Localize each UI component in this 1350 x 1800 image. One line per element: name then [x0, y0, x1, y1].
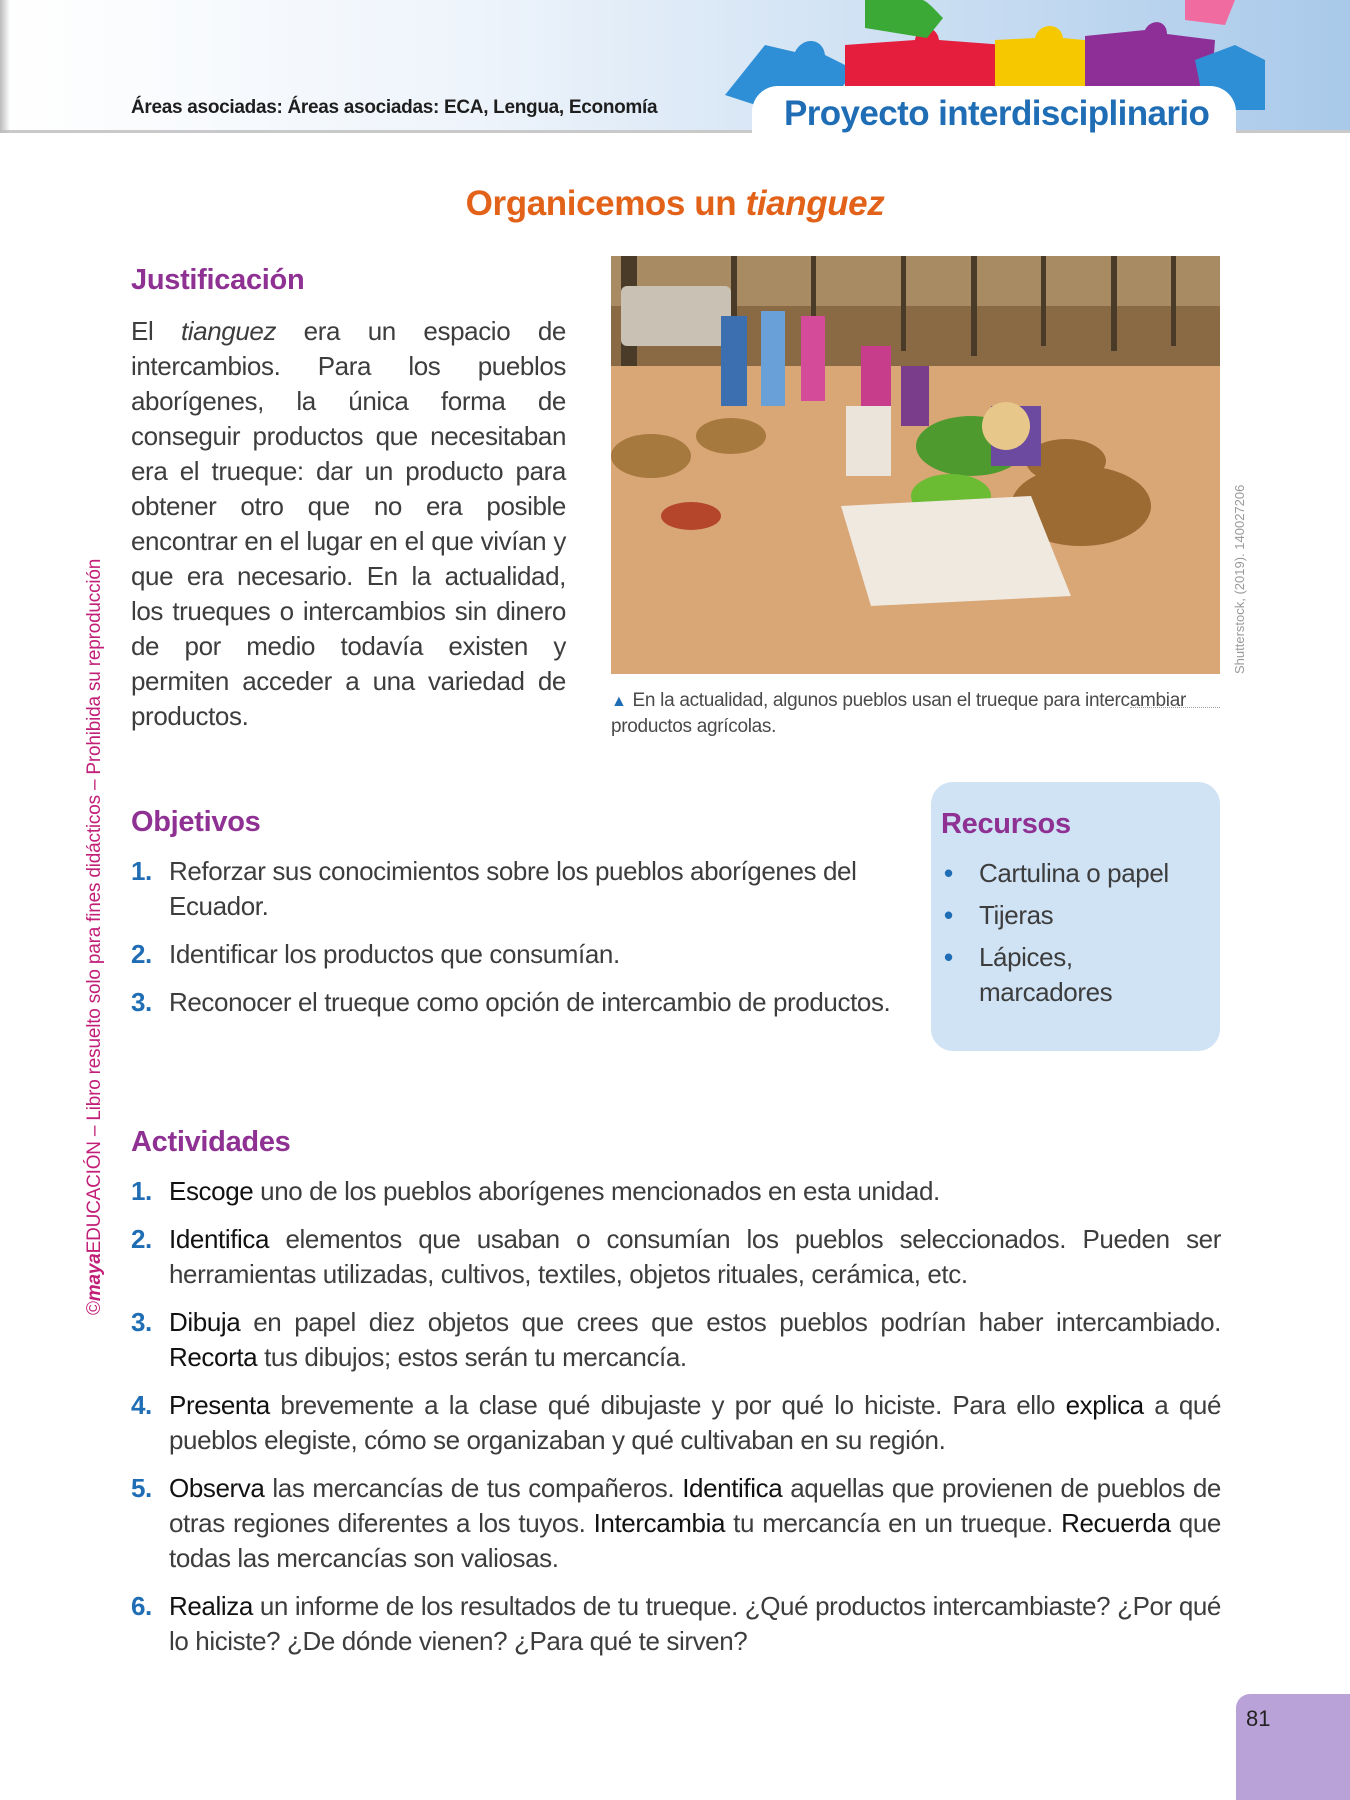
item-text: tus dibujos; estos serán tu mercancía.: [257, 1342, 687, 1372]
action-verb: Identifica: [169, 1224, 270, 1254]
list-item: [131, 1174, 1221, 1209]
caption-text: En la actualidad, algunos pueblos usan el trueque para intercambiar productos agrícolas.: [611, 690, 1186, 737]
copyright-note: [84, 475, 106, 1315]
page-number: 81: [1246, 1706, 1271, 1731]
activities-list: [131, 1174, 1221, 1672]
item-number: 3.: [131, 1307, 152, 1337]
item-text: en papel diez objetos que crees que estos pueblos podrían haber intercambiado.: [240, 1307, 1221, 1337]
action-verb: Intercambia: [593, 1508, 726, 1538]
item-text: Identificar los productos que consumían.: [169, 939, 620, 969]
item-text: Reforzar sus conocimientos sobre los pueblos aborígenes del Ecuador.: [169, 856, 857, 921]
item-text: Cartulina o papel: [979, 858, 1169, 888]
item-number: 1.: [131, 856, 152, 886]
resources-list: [941, 856, 1211, 1017]
item-text: las mercancías de tus compañeros.: [264, 1473, 683, 1503]
item-text: Tijeras: [979, 900, 1054, 930]
bullet-icon: •: [944, 942, 953, 972]
action-verb: Realiza: [169, 1591, 253, 1621]
item-text: elementos que usaban o consumían los pueblos seleccionados. Pueden ser herramientas utilizadas, cultivos, textiles, objetos rituales, cerámica, etc.: [169, 1224, 1221, 1289]
item-number: 2.: [131, 939, 152, 969]
copyright-text: EDUCACIÓN – Libro resuelto solo para fines didácticos – Prohibida su reproducción: [84, 558, 105, 1254]
item-text: Lápices, marcadores: [979, 942, 1113, 1007]
justification-term: tianguez: [180, 316, 277, 346]
list-item: [941, 856, 1211, 891]
list-item: [131, 985, 903, 1020]
item-number: 1.: [131, 1176, 152, 1206]
bullet-icon: •: [944, 858, 953, 888]
action-verb: Escoge: [169, 1176, 254, 1206]
item-text: brevemente a la clase qué dibujaste y por qué lo hiciste. Para ello: [269, 1390, 1066, 1420]
photo-caption: [611, 688, 1220, 739]
item-text: aquellas que provienen de pueblos de otras regiones diferentes a los tuyos.: [169, 1473, 1221, 1538]
caption-rule: [1130, 707, 1220, 708]
action-verb: explica: [1065, 1390, 1144, 1420]
page-edge-shadow: [0, 0, 10, 133]
project-label: Proyecto interdisciplinario: [784, 94, 1210, 133]
resources-heading: Recursos: [941, 808, 1071, 840]
item-number: 4.: [131, 1390, 152, 1420]
item-text: que todas las mercancías son valiosas.: [169, 1508, 1221, 1573]
item-text: un informe de los resultados de tu trueque. ¿Qué productos intercambiaste? ¿Por qué lo hiciste? ¿De dónde vienen? ¿Para qué te sirven?: [169, 1591, 1221, 1656]
justification-heading: Justificación: [131, 264, 305, 296]
brand-logo: maya: [84, 1253, 105, 1302]
item-text: tu mercancía en un trueque.: [725, 1508, 1062, 1538]
list-item: [131, 1388, 1221, 1458]
page-title: [0, 184, 1350, 224]
action-verb: Presenta: [169, 1390, 270, 1420]
list-item: [941, 940, 1211, 1010]
list-item: [131, 937, 903, 972]
justification-lead: El: [131, 316, 181, 346]
item-number: 2.: [131, 1224, 152, 1254]
bullet-icon: •: [944, 900, 953, 930]
list-item: [131, 1471, 1221, 1576]
market-illustration: [611, 256, 1220, 674]
justification-text: [131, 314, 566, 734]
market-photo: [611, 256, 1220, 674]
action-verb: Identifica: [682, 1473, 783, 1503]
list-item: [131, 1222, 1221, 1292]
copyright-symbol: ©: [84, 1301, 105, 1315]
item-number: 3.: [131, 987, 152, 1017]
objectives-list: [131, 854, 903, 1033]
associated-areas: Áreas asociadas: Áreas asociadas: ECA, Lengua, Economía: [131, 97, 658, 118]
title-emphasis: tianguez: [745, 184, 885, 223]
item-number: 6.: [131, 1591, 152, 1621]
action-verb: Dibuja: [169, 1307, 241, 1337]
item-number: 5.: [131, 1473, 152, 1503]
action-verb: Recuerda: [1061, 1508, 1171, 1538]
title-prefix: Organicemos un: [465, 184, 746, 223]
action-verb: Observa: [169, 1473, 265, 1503]
photo-credit: Shutterstock, (2019). 140027206: [1232, 484, 1247, 674]
list-item: [131, 1305, 1221, 1375]
action-verb: Recorta: [169, 1342, 258, 1372]
list-item: [131, 854, 903, 924]
list-item: [941, 898, 1211, 933]
item-text: Reconocer el trueque como opción de intercambio de productos.: [169, 987, 891, 1017]
list-item: [131, 1589, 1221, 1659]
activities-heading: Actividades: [131, 1126, 291, 1158]
objectives-heading: Objetivos: [131, 806, 261, 838]
justification-body: era un espacio de intercambios. Para los pueblos aborígenes, la única forma de conseguir productos que necesitaban era el trueque: dar un producto para obtener otro que no era posible encontrar en el lugar en el que vivían y que era necesario. En la actualidad, los trueques o intercambios sin dinero de por medio todavía existen y permiten acceder a una variedad de productos.: [131, 316, 566, 731]
item-text: uno de los pueblos aborígenes mencionados en esta unidad.: [253, 1176, 940, 1206]
item-text: a qué pueblos elegiste, cómo se organizaban y qué cultivaban en su región.: [169, 1390, 1222, 1455]
caption-triangle-icon: ▲: [611, 693, 627, 710]
